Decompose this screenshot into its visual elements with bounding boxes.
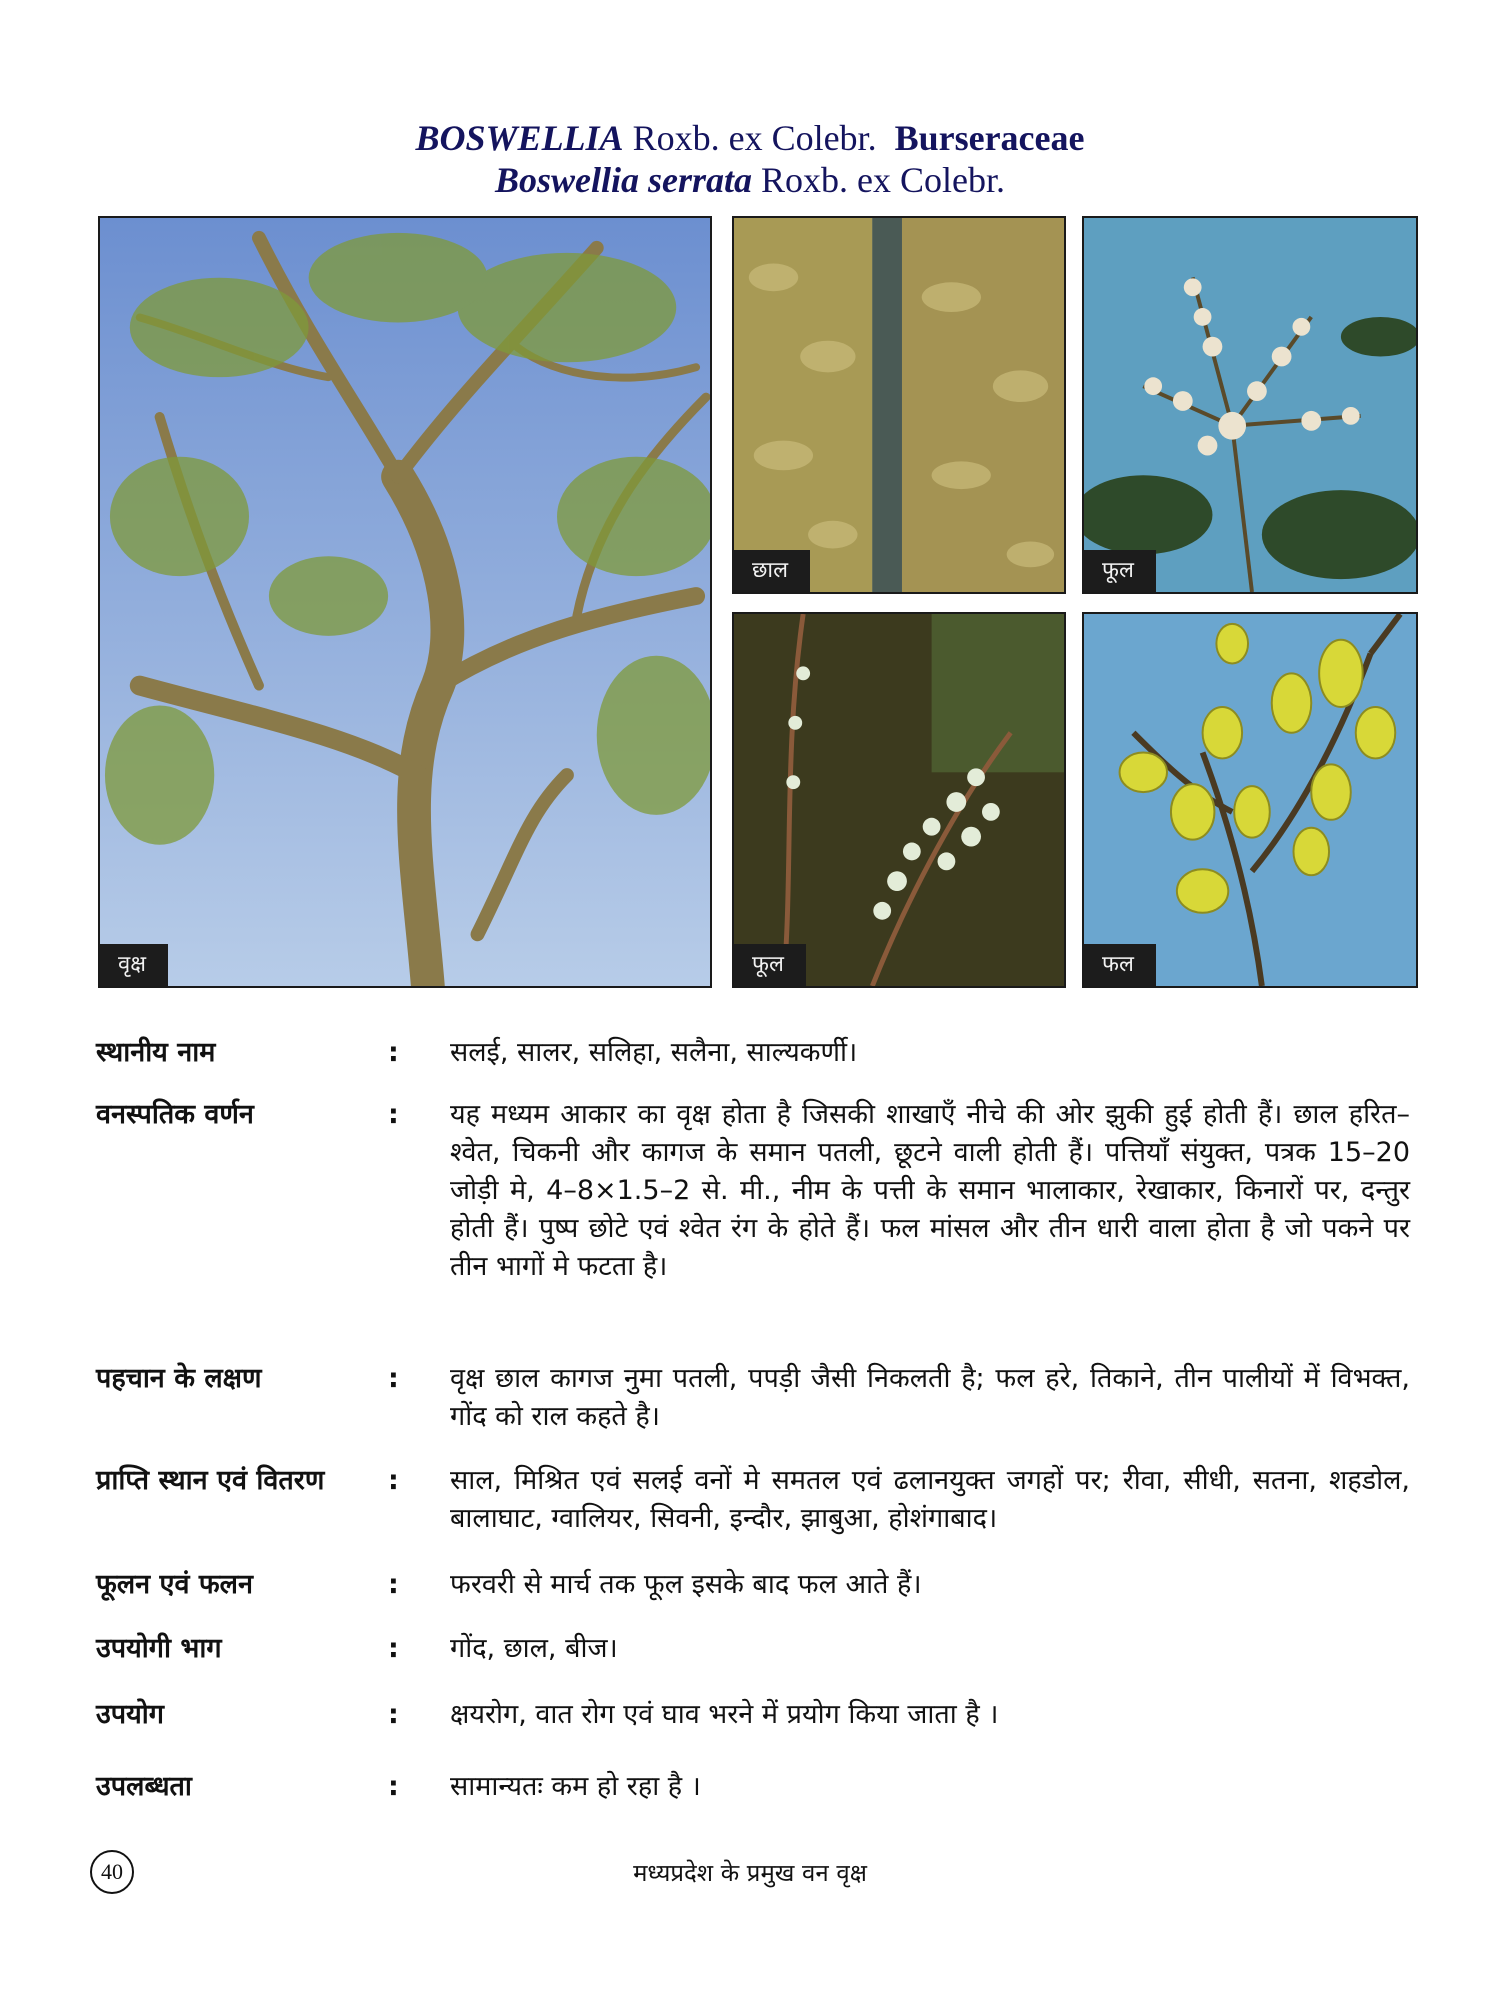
field-value: साल, मिश्रित एवं सलई वनों मे समतल एवं ढलानयुक्त जगहों पर; रीवा, सीधी, सतना, शहडोल, बालाघाट, ग्वालियर, सिवनी, इन्दौर, झाबुआ, होशंगाबाद। [450, 1465, 1410, 1534]
field-separator: : [388, 1099, 399, 1130]
bark-illustration [734, 218, 1064, 592]
field-value: फरवरी से मार्च तक फूल इसके बाद फल आते हैं। [450, 1569, 922, 1600]
field-label: फूलन एवं फलन [96, 1569, 253, 1600]
field-label: उपयोगी भाग [96, 1633, 222, 1664]
field-label: स्थानीय नाम [96, 1037, 216, 1068]
field-label: उपयोग [96, 1699, 164, 1730]
page-number: 40 [90, 1850, 134, 1894]
field-separator: : [388, 1699, 399, 1730]
genus-name: BOSWELLIA [415, 118, 624, 158]
field-value: गोंद, छाल, बीज। [450, 1633, 618, 1664]
field-label: वनस्पतिक वर्णन [96, 1099, 254, 1130]
field-value: सलई, सालर, सलिहा, सलैना, साल्यकर्णी। [450, 1037, 858, 1068]
field-label: उपलब्धता [96, 1771, 192, 1802]
field-separator: : [388, 1363, 399, 1394]
field-value: सामान्यतः कम हो रहा है । [450, 1771, 701, 1802]
flower-top-caption: फूल [1084, 550, 1156, 592]
genus-author: Roxb. ex Colebr. [632, 118, 877, 158]
species-title-line [0, 162, 1500, 198]
fruit-illustration [1084, 614, 1416, 986]
flower-bottom-photo [732, 612, 1066, 988]
field-value: क्षयरोग, वात रोग एवं घाव भरने में प्रयोग किया जाता है । [450, 1699, 999, 1730]
field-separator: : [388, 1771, 399, 1802]
book-title-footer: मध्यप्रदेश के प्रमुख वन वृक्ष [633, 1859, 867, 1887]
field-value: वृक्ष छाल कागज नुमा पतली, पपड़ी जैसी निकलती है; फल हरे, तिकाने, तीन पालीयों में विभक्त, गोंद को राल कहते है। [450, 1363, 1410, 1432]
tree-illustration [100, 218, 710, 986]
field-label: पहचान के लक्षण [96, 1363, 262, 1394]
fruit-caption: फल [1084, 944, 1156, 986]
bark-photo [732, 216, 1066, 594]
fruit-photo [1082, 612, 1418, 988]
field-separator: : [388, 1037, 399, 1068]
tree-caption: वृक्ष [100, 944, 168, 986]
bark-caption: छाल [734, 550, 810, 592]
field-separator: : [388, 1633, 399, 1664]
flower-bottom-illustration [734, 614, 1064, 986]
field-separator: : [388, 1569, 399, 1600]
flower-top-illustration [1084, 218, 1416, 592]
species-author: Roxb. ex Colebr. [761, 160, 1005, 200]
family-name: Burseraceae [894, 118, 1085, 158]
field-value: यह मध्यम आकार का वृक्ष होता है जिसकी शाखाएँ नीचे की ओर झुकी हुई होती हैं। छाल हरित–श्वेत, चिकनी और कागज के समान पतली, छूटने वाली होती हैं। पत्तियाँ संयुक्त, पत्रक 15–20 जोड़ी मे, 4–8×1.5–2 से. मी., नीम के पत्ती के समान भालाकार, रेखाकार, किनारों पर, दन्तुर होती हैं। पुष्प छोटे एवं श्वेत रंग के होते हैं। फल मांसल और तीन धारी वाला होता है जो पकने पर तीन भागों मे फटता है। [450, 1099, 1410, 1282]
genus-title-line [0, 120, 1500, 156]
field-label: प्राप्ति स्थान एवं वितरण [96, 1465, 325, 1496]
species-name: Boswellia serrata [494, 160, 753, 200]
field-separator: : [388, 1465, 399, 1496]
tree-photo [98, 216, 712, 988]
flower-top-photo [1082, 216, 1418, 594]
flower-bottom-caption: फूल [734, 944, 806, 986]
